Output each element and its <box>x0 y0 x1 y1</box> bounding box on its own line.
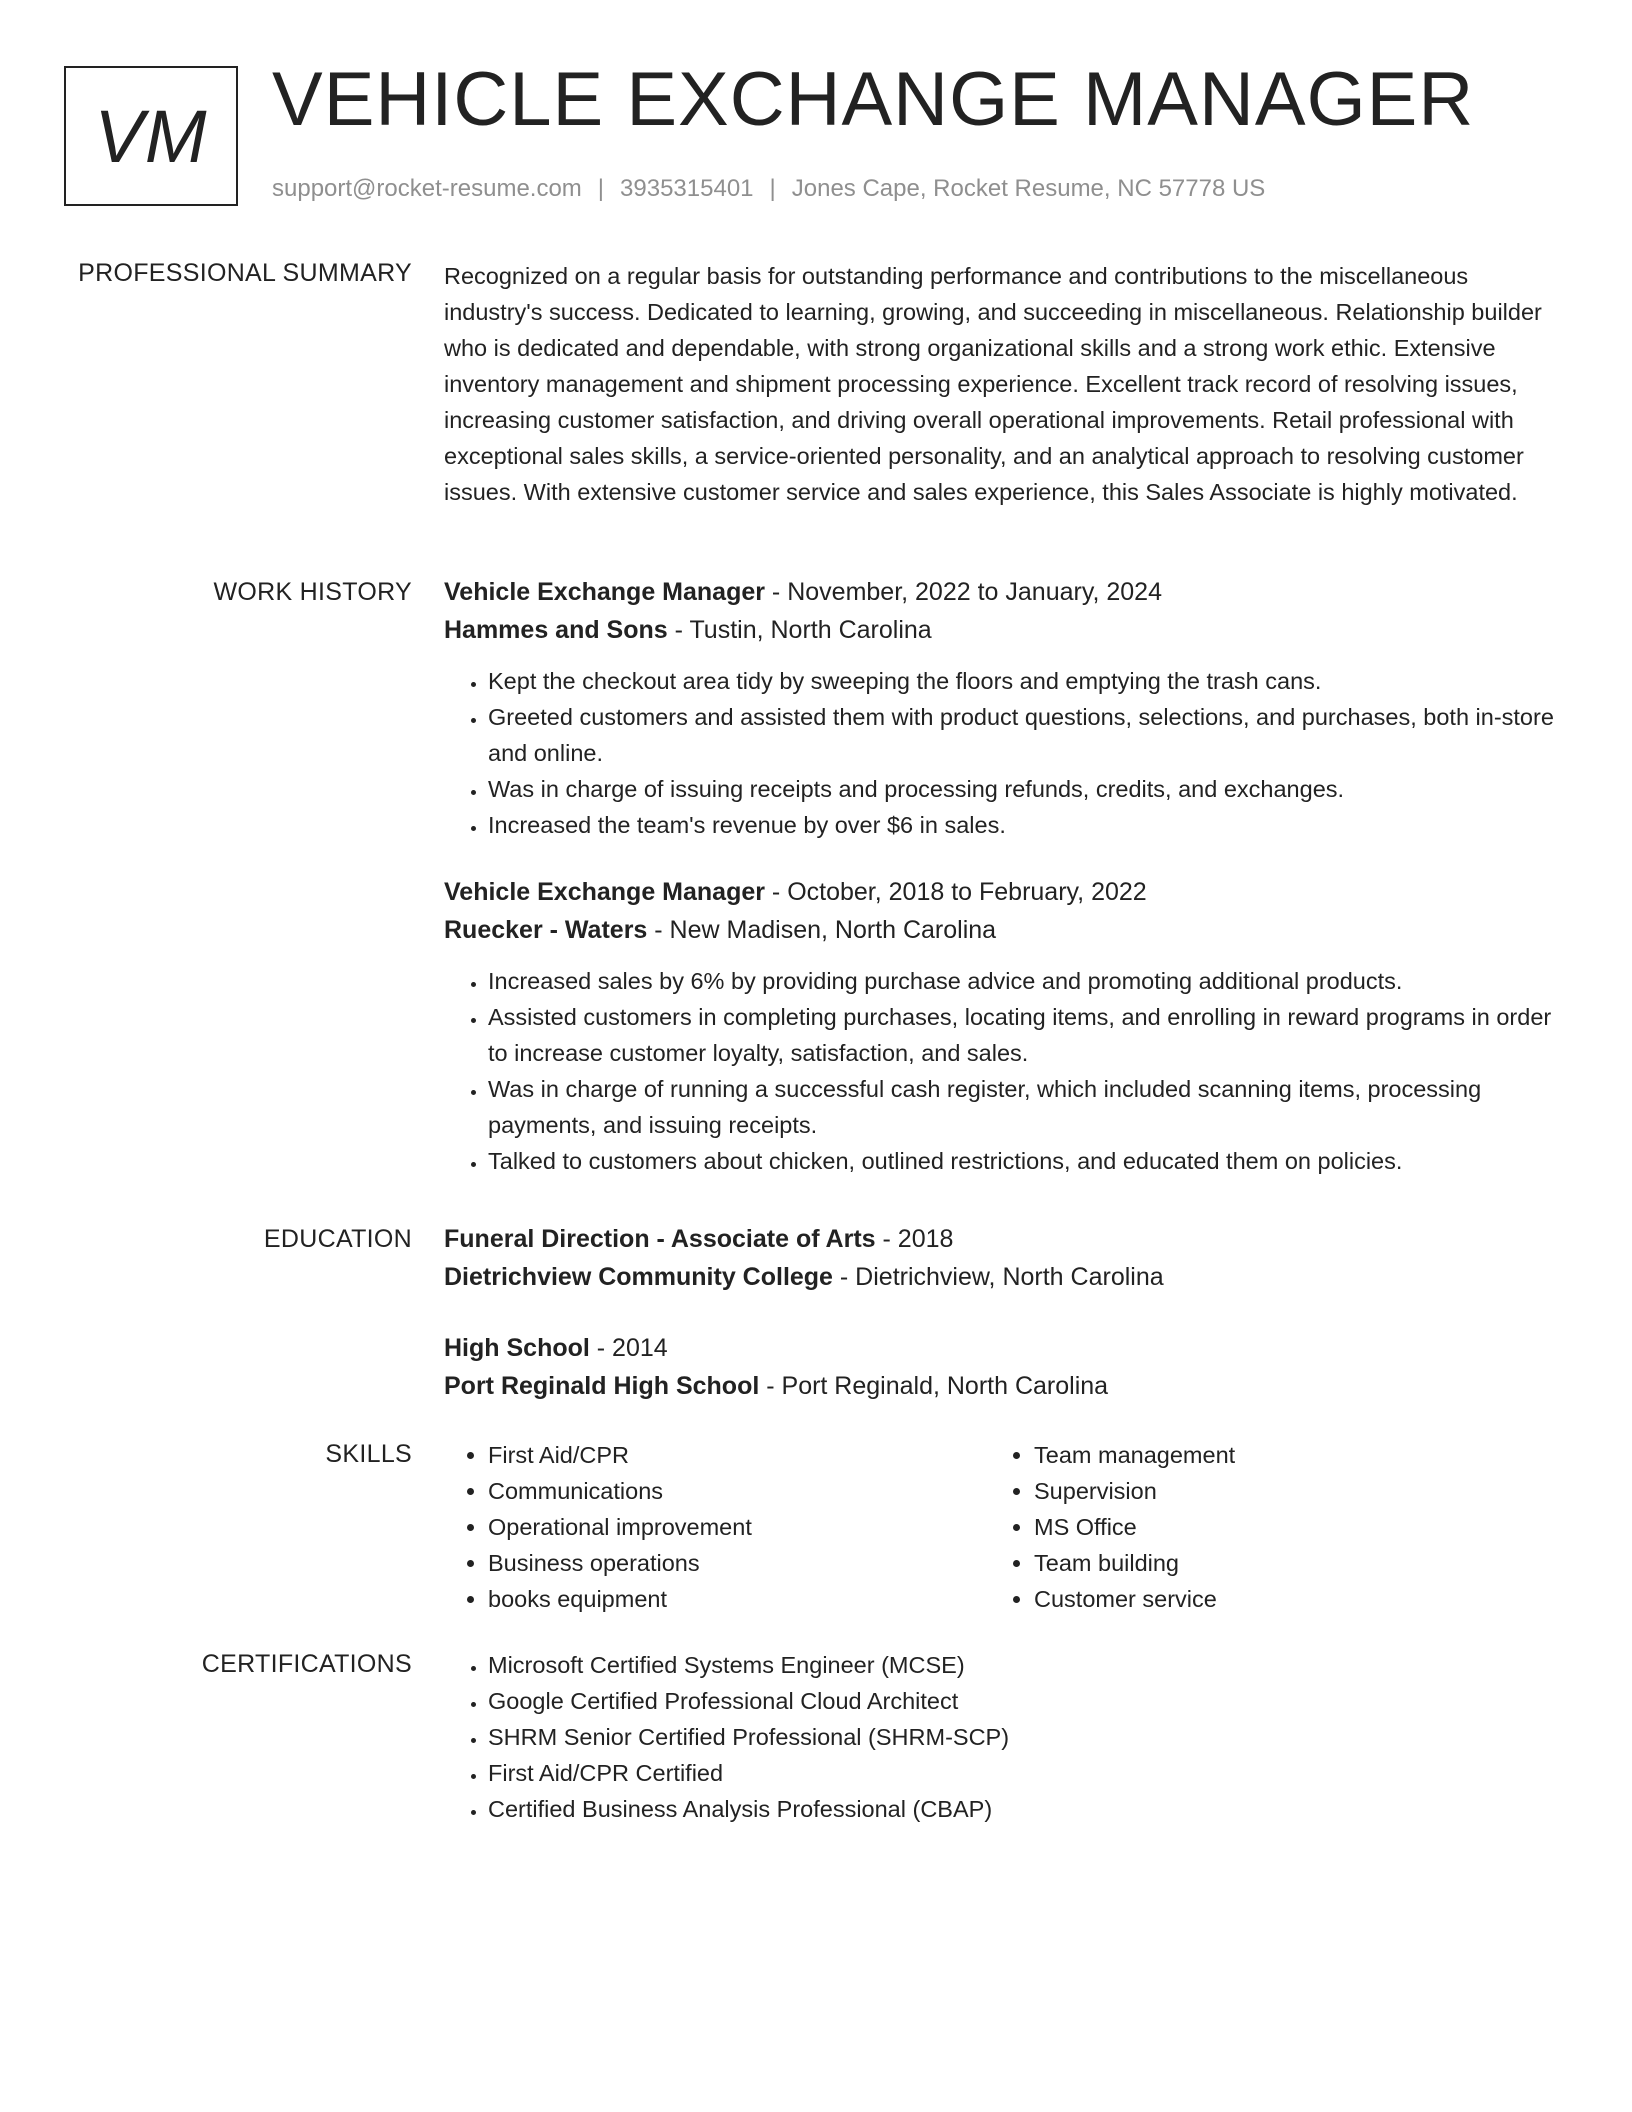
education-entry <box>444 1329 1560 1405</box>
job-bullet: • Kept the checkout area tidy by sweeping the floors and emptying the trash cans. <box>488 663 1560 699</box>
skill-item: • Communications <box>488 1473 990 1509</box>
job-company-line <box>444 611 1560 649</box>
skill-item: • Operational improvement <box>488 1509 990 1545</box>
degree-year: - 2014 <box>589 1334 668 1362</box>
section-heading: PROFESSIONAL SUMMARY <box>78 259 412 287</box>
degree-year: - 2018 <box>875 1225 954 1253</box>
skill-item: • Business operations <box>488 1545 990 1581</box>
job-entry <box>444 873 1560 1179</box>
work-history-body <box>444 573 1560 1179</box>
job-bullet: • Was in charge of issuing receipts and processing refunds, credits, and exchanges. <box>488 771 1560 807</box>
job-dates: - November, 2022 to January, 2024 <box>764 578 1162 606</box>
resume-title: VEHICLE EXCHANGE MANAGER <box>272 57 1475 142</box>
contact-email: support@rocket-resume.com <box>272 175 582 202</box>
skill-item: • Supervision <box>1034 1473 1536 1509</box>
job-bullet: • Increased the team's revenue by over $6 in sales. <box>488 807 1560 843</box>
job-bullet: • Assisted customers in completing purchases, locating items, and enrolling in reward programs in order to increase customer loyalty, satisfaction, and sales. <box>488 999 1560 1071</box>
job-company: Ruecker - Waters <box>444 916 648 944</box>
skills-column-left <box>444 1437 990 1617</box>
job-bullet: • Greeted customers and assisted them with product questions, selections, and purchases, both in-store and online. <box>488 699 1560 771</box>
monogram-logo: VM <box>64 66 238 206</box>
skills-column-right <box>990 1437 1536 1617</box>
school-location: - Port Reginald, North Carolina <box>759 1372 1109 1400</box>
job-title-line <box>444 873 1560 911</box>
job-bullet: • Talked to customers about chicken, outlined restrictions, and educated them on policies. <box>488 1143 1560 1179</box>
summary-text: Recognized on a regular basis for outstanding performance and contributions to the miscellaneous industry's success. Dedicated to learning, growing, and succeeding in miscellaneous. Relationship builder who is dedicated and dependable, with strong organizational skills and a strong work ethic. Extensive inventory management and shipment processing experience. Excellent track record of resolving issues, increasing customer satisfaction, and driving overall operational improvements. Retail professional with exceptional sales skills, a service-oriented personality, and an analytical approach to resolving customer issues. With extensive customer service and sales experience, this Sales Associate is highly motivated. <box>444 263 1542 505</box>
school-line <box>444 1367 1560 1405</box>
degree-line <box>444 1329 1560 1367</box>
skill-item: • MS Office <box>1034 1509 1536 1545</box>
skill-item: • First Aid/CPR <box>488 1437 990 1473</box>
job-company: Hammes and Sons <box>444 616 668 644</box>
job-dates: - October, 2018 to February, 2022 <box>764 878 1147 906</box>
section-heading: WORK HISTORY <box>213 578 412 606</box>
contact-phone: 3935315401 <box>620 175 754 202</box>
job-title-line <box>444 573 1560 611</box>
certification-item: • Certified Business Analysis Professional (CBAP) <box>488 1791 1560 1827</box>
degree-name: Funeral Direction - Associate of Arts <box>444 1225 876 1253</box>
contact-line <box>272 172 1265 206</box>
job-bullet: • Increased sales by 6% by providing purchase advice and promoting additional products. <box>488 963 1560 999</box>
certification-item: • Microsoft Certified Systems Engineer (MCSE) <box>488 1647 1560 1683</box>
school-line <box>444 1258 1560 1296</box>
section-heading: SKILLS <box>325 1440 412 1468</box>
skills-columns <box>444 1437 1560 1617</box>
contact-separator: | <box>769 175 776 202</box>
job-title: Vehicle Exchange Manager <box>444 578 765 606</box>
skills-body <box>444 1437 1560 1617</box>
certifications-body <box>444 1647 1560 1827</box>
contact-separator: | <box>597 175 605 202</box>
degree-line <box>444 1220 1560 1258</box>
job-location: - Tustin, North Carolina <box>667 616 932 644</box>
education-entry <box>444 1220 1560 1296</box>
school-name: Port Reginald High School <box>444 1372 760 1400</box>
job-entry <box>444 573 1560 843</box>
skill-item: • books equipment <box>488 1581 990 1617</box>
contact-address: Jones Cape, Rocket Resume, NC 57778 US <box>791 175 1266 202</box>
certification-item: • First Aid/CPR Certified <box>488 1755 1560 1791</box>
job-bullets <box>444 663 1560 843</box>
section-heading: EDUCATION <box>263 1225 412 1253</box>
skill-item: • Customer service <box>1034 1581 1536 1617</box>
job-location: - New Madisen, North Carolina <box>647 916 997 944</box>
summary-body <box>444 258 1560 510</box>
skill-item: • Team management <box>1034 1437 1536 1473</box>
job-title: Vehicle Exchange Manager <box>444 878 765 906</box>
school-location: - Dietrichview, North Carolina <box>832 1263 1164 1291</box>
degree-name: High School <box>444 1334 590 1362</box>
certification-item: • Google Certified Professional Cloud Architect <box>488 1683 1560 1719</box>
education-body <box>444 1220 1560 1405</box>
section-heading: CERTIFICATIONS <box>201 1650 412 1678</box>
certification-list <box>444 1647 1560 1827</box>
job-bullets <box>444 963 1560 1179</box>
skill-item: • Team building <box>1034 1545 1536 1581</box>
certification-item: • SHRM Senior Certified Professional (SHRM-SCP) <box>488 1719 1560 1755</box>
school-name: Dietrichview Community College <box>444 1263 833 1291</box>
job-company-line <box>444 911 1560 949</box>
job-bullet: • Was in charge of running a successful cash register, which included scanning items, processing payments, and issuing receipts. <box>488 1071 1560 1143</box>
